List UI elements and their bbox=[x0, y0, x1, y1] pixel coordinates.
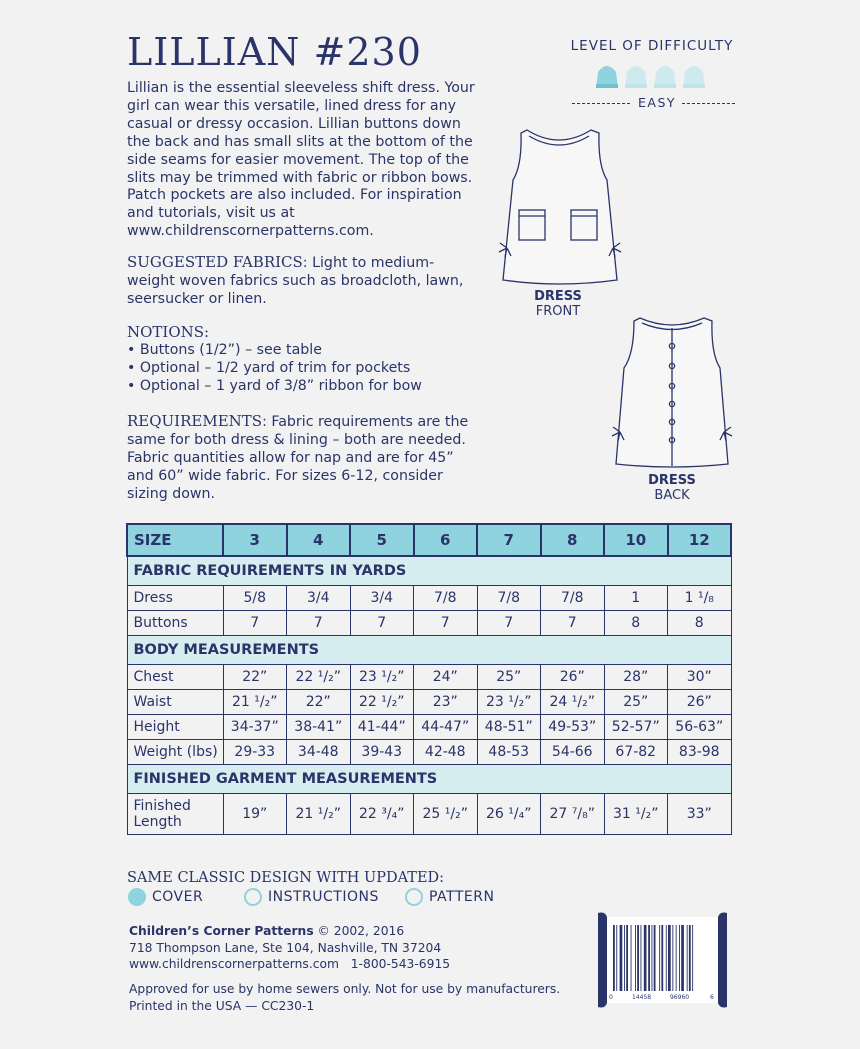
notion-item: • Optional – 1/2 yard of trim for pockets bbox=[127, 359, 411, 376]
front-caption-title: DRESS bbox=[534, 289, 582, 304]
option-cover bbox=[128, 888, 203, 906]
row-label: Buttons bbox=[127, 611, 223, 636]
table-cell: 48-53 bbox=[477, 740, 541, 765]
size-header-row bbox=[127, 524, 731, 556]
table-cell: 54-66 bbox=[541, 740, 605, 765]
table-cell: 22” bbox=[223, 665, 287, 690]
table-row bbox=[127, 665, 731, 690]
copyright: © 2002, 2016 bbox=[313, 924, 405, 938]
table-cell: 34-37” bbox=[223, 715, 287, 740]
table-cell: 38-41” bbox=[287, 715, 351, 740]
table-cell: 33” bbox=[668, 794, 732, 835]
table-cell: 25” bbox=[604, 690, 668, 715]
table-cell: 34-48 bbox=[287, 740, 351, 765]
usage-notice: Approved for use by home sewers only. Not for use by manufacturers. bbox=[129, 982, 561, 996]
table-cell: 7 bbox=[477, 611, 541, 636]
company-info bbox=[129, 923, 450, 973]
table-cell: 44-47” bbox=[414, 715, 478, 740]
difficulty-thimbles bbox=[590, 62, 720, 92]
difficulty-level: EASY bbox=[632, 95, 682, 110]
size-header-cell: 6 bbox=[414, 524, 478, 556]
barcode-digit-2: 96960 bbox=[670, 994, 690, 1001]
printed-note: Printed in the USA — CC230-1 bbox=[129, 998, 315, 1013]
updated-heading: SAME CLASSIC DESIGN WITH UPDATED: bbox=[127, 870, 445, 886]
table-row bbox=[127, 611, 731, 636]
table-cell: 8 bbox=[668, 611, 732, 636]
suggested-fabrics bbox=[127, 254, 472, 309]
company-website: www.childrenscornerpatterns.com bbox=[129, 957, 339, 971]
section-title: FINISHED GARMENT MEASUREMENTS bbox=[127, 765, 731, 794]
table-cell: 7 bbox=[414, 611, 478, 636]
pattern-title: LILLIAN #230 bbox=[127, 30, 422, 74]
table-cell: 21 ¹/₂” bbox=[223, 690, 287, 715]
row-label: Weight (lbs) bbox=[127, 740, 223, 765]
table-cell: 28” bbox=[604, 665, 668, 690]
dress-front-caption bbox=[508, 289, 608, 319]
table-row bbox=[127, 690, 731, 715]
notion-item: • Optional – 1 yard of 3/8” ribbon for bow bbox=[127, 377, 422, 394]
table-cell: 7/8 bbox=[541, 586, 605, 611]
table-cell: 29-33 bbox=[223, 740, 287, 765]
back-caption-title: DRESS bbox=[648, 473, 696, 488]
table-cell: 26 ¹/₄” bbox=[477, 794, 541, 835]
table-cell: 24” bbox=[414, 665, 478, 690]
size-header-cell: 10 bbox=[604, 524, 668, 556]
table-cell: 67-82 bbox=[604, 740, 668, 765]
table-row bbox=[127, 794, 731, 835]
table-cell: 39-43 bbox=[350, 740, 414, 765]
table-cell: 52-57” bbox=[604, 715, 668, 740]
table-cell: 8 bbox=[604, 611, 668, 636]
table-cell: 21 ¹/₂” bbox=[287, 794, 351, 835]
table-cell: 7 bbox=[541, 611, 605, 636]
option-instructions-label: INSTRUCTIONS bbox=[268, 889, 379, 905]
pattern-description: Lillian is the essential sleeveless shift dress. Your girl can wear this versatile, lined dress for any casual or dressy occasion. Lillian buttons down the back and has small slits at the bottom of the side seams for easier movement. The top of the slits may be trimmed with fabric or ribbon bows. Patch pockets are also included. For inspiration and tutorials, visit us at www.childrenscornerpatterns.com. bbox=[127, 80, 475, 240]
row-label: Chest bbox=[127, 665, 223, 690]
table-cell: 7 bbox=[287, 611, 351, 636]
table-cell: 23” bbox=[414, 690, 478, 715]
difficulty-label: LEVEL OF DIFFICULTY bbox=[570, 38, 734, 54]
size-header-cell: 4 bbox=[287, 524, 351, 556]
table-row bbox=[127, 586, 731, 611]
dress-front-illustration bbox=[495, 128, 625, 288]
table-cell: 1 ¹/₈ bbox=[668, 586, 732, 611]
table-cell: 22 ³/₄” bbox=[350, 794, 414, 835]
table-cell: 23 ¹/₂” bbox=[350, 665, 414, 690]
table-cell: 83-98 bbox=[668, 740, 732, 765]
option-pattern-label: PATTERN bbox=[429, 889, 495, 905]
barcode bbox=[596, 911, 729, 1009]
table-row bbox=[127, 715, 731, 740]
section-header-row bbox=[127, 556, 731, 586]
section-header-row bbox=[127, 765, 731, 794]
requirements-heading: REQUIREMENTS bbox=[127, 412, 263, 430]
barcode-digit-1: 14458 bbox=[632, 994, 652, 1001]
front-caption-sub: FRONT bbox=[535, 304, 581, 319]
notions bbox=[127, 324, 487, 396]
table-row bbox=[127, 740, 731, 765]
row-label: Dress bbox=[127, 586, 223, 611]
size-header-cell: 5 bbox=[350, 524, 414, 556]
table-cell: 56-63” bbox=[668, 715, 732, 740]
table-cell: 41-44” bbox=[350, 715, 414, 740]
back-caption-sub: BACK bbox=[654, 488, 690, 503]
company-name: Children’s Corner Patterns bbox=[129, 924, 314, 938]
table-cell: 22” bbox=[287, 690, 351, 715]
cover-check-icon bbox=[128, 888, 146, 906]
dress-back-caption bbox=[622, 473, 722, 503]
table-cell: 5/8 bbox=[223, 586, 287, 611]
table-cell: 1 bbox=[604, 586, 668, 611]
table-cell: 30” bbox=[668, 665, 732, 690]
table-cell: 25 ¹/₂” bbox=[414, 794, 478, 835]
option-instructions bbox=[244, 888, 379, 906]
requirements-text: : Fabric requirements are the same for both dress & lining – both are needed. Fabric quantities allow for nap and are for 45” and 60” wide fabric. For sizes 6-12, consider sizing down. bbox=[127, 414, 469, 502]
table-cell: 22 ¹/₂” bbox=[287, 665, 351, 690]
row-label: Height bbox=[127, 715, 223, 740]
table-cell: 7 bbox=[350, 611, 414, 636]
fabrics-heading: SUGGESTED FABRICS bbox=[127, 253, 303, 271]
section-header-row bbox=[127, 636, 731, 665]
table-cell: 26” bbox=[541, 665, 605, 690]
row-label: Waist bbox=[127, 690, 223, 715]
section-title: FABRIC REQUIREMENTS IN YARDS bbox=[127, 556, 731, 586]
company-phone: 1-800-543-6915 bbox=[350, 957, 451, 971]
notion-item: • Buttons (1/2”) – see table bbox=[127, 341, 322, 358]
table-cell: 27 ⁷/₈” bbox=[541, 794, 605, 835]
table-cell: 7/8 bbox=[414, 586, 478, 611]
requirements bbox=[127, 413, 477, 504]
table-cell: 48-51” bbox=[477, 715, 541, 740]
barcode-digit-3: 6 bbox=[710, 994, 714, 1001]
legal-notice bbox=[129, 981, 560, 1014]
company-address: 718 Thompson Lane, Ste 104, Nashville, TN 37204 bbox=[129, 940, 442, 955]
table-cell: 19” bbox=[223, 794, 287, 835]
table-cell: 22 ¹/₂” bbox=[350, 690, 414, 715]
dress-back-illustration bbox=[608, 316, 738, 471]
option-pattern bbox=[405, 888, 494, 906]
table-cell: 26” bbox=[668, 690, 732, 715]
table-cell: 7/8 bbox=[477, 586, 541, 611]
barcode-digit-0: 0 bbox=[609, 994, 613, 1001]
instructions-check-icon bbox=[244, 888, 262, 906]
fabrics-text: : Light to medium-weight woven fabrics such as broadcloth, lawn, seersucker or linen. bbox=[127, 255, 464, 307]
pattern-check-icon bbox=[405, 888, 423, 906]
option-cover-label: COVER bbox=[152, 889, 204, 905]
size-header-cell: 12 bbox=[668, 524, 732, 556]
table-cell: 24 ¹/₂” bbox=[541, 690, 605, 715]
table-cell: 3/4 bbox=[350, 586, 414, 611]
table-cell: 42-48 bbox=[414, 740, 478, 765]
row-label: Finished Length bbox=[127, 794, 223, 835]
size-header-label: SIZE bbox=[127, 524, 223, 556]
table-cell: 3/4 bbox=[287, 586, 351, 611]
table-cell: 49-53” bbox=[541, 715, 605, 740]
table-cell: 25” bbox=[477, 665, 541, 690]
table-cell: 31 ¹/₂” bbox=[604, 794, 668, 835]
size-header-cell: 8 bbox=[541, 524, 605, 556]
size-chart-table bbox=[126, 523, 732, 835]
notions-heading: NOTIONS: bbox=[127, 323, 210, 341]
table-cell: 7 bbox=[223, 611, 287, 636]
section-title: BODY MEASUREMENTS bbox=[127, 636, 731, 665]
table-cell: 23 ¹/₂” bbox=[477, 690, 541, 715]
size-header-cell: 3 bbox=[223, 524, 287, 556]
size-header-cell: 7 bbox=[477, 524, 541, 556]
